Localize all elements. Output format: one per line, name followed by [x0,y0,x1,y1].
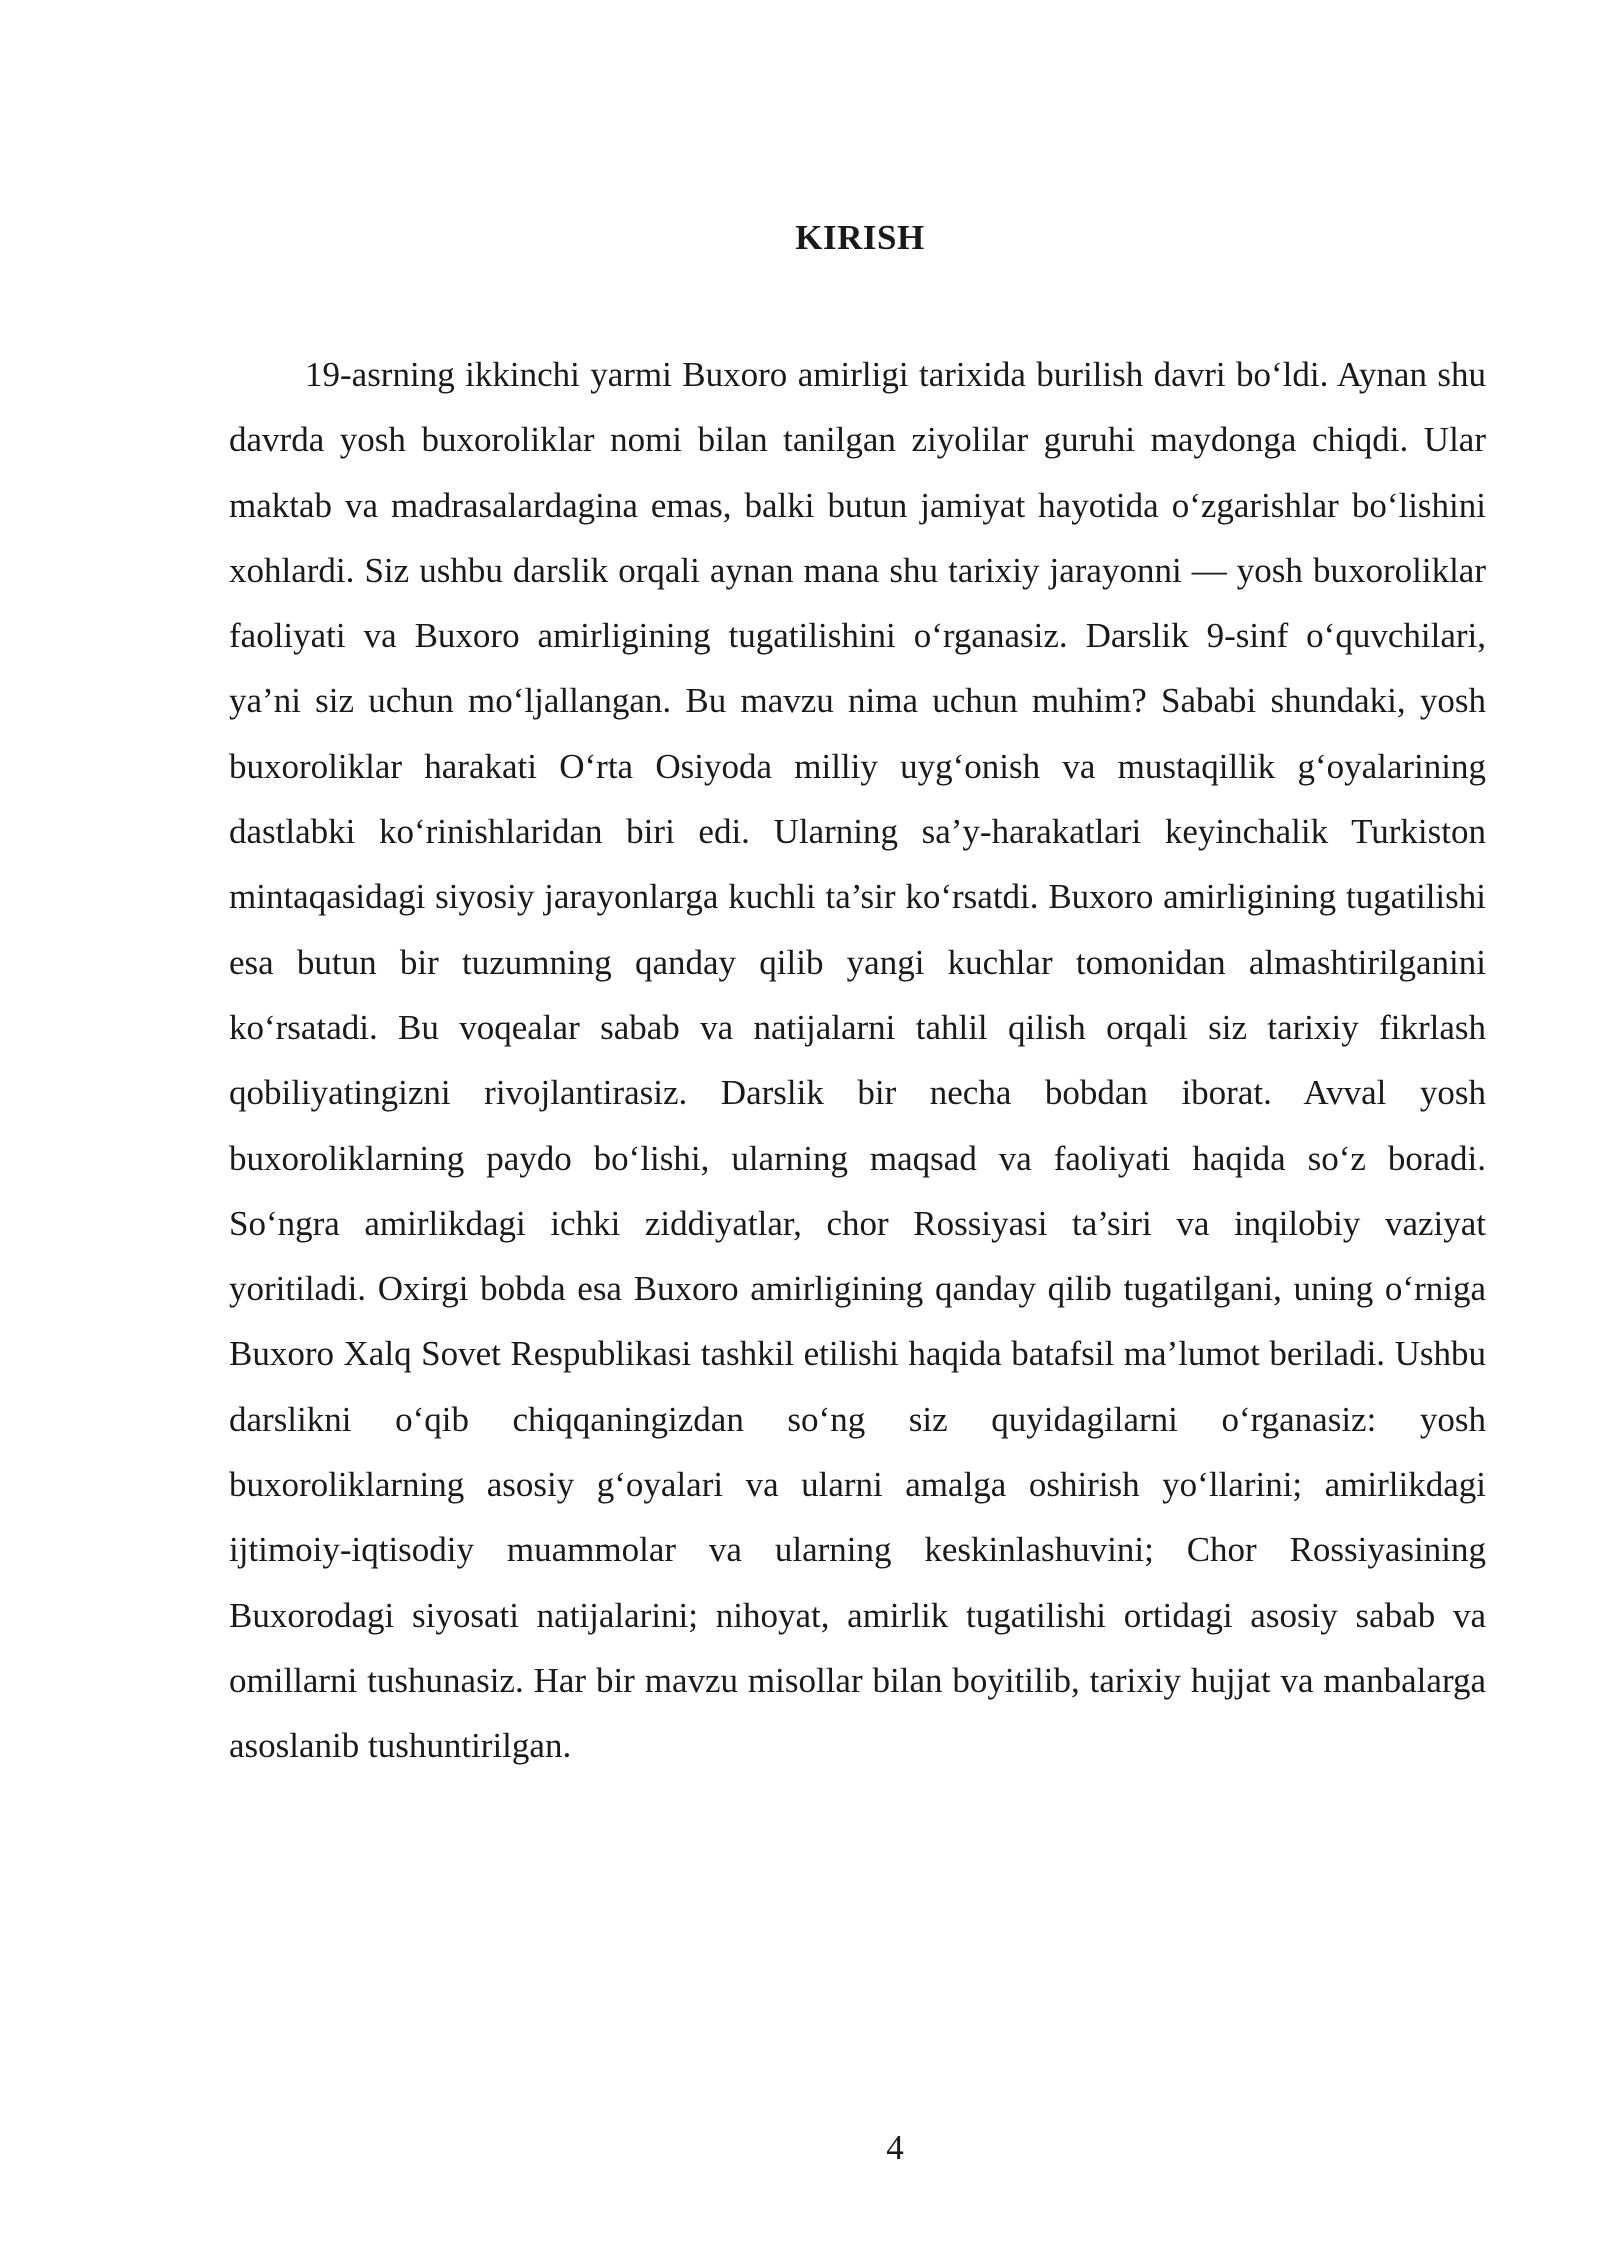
section-heading: KIRISH [795,218,925,257]
body-paragraph: 19-asrning ikkinchi yarmi Buxoro amirligi tarixida burilish davri bo‘ldi. Aynan shu davrda yosh buxoroliklar nomi bilan tanilgan ziyolilar guruhi maydonga chiqdi. Ular maktab va madrasalardagina emas, balki butun jamiyat hayotida o‘zgarishlar bo‘lishini xohlardi. Siz ushbu darslik orqali aynan mana shu tarixiy jarayonni — yosh buxoroliklar faoliyati va Buxoro amirligining tugatilishini o‘rganasiz. Darslik 9-sinf o‘quvchilari, ya’ni siz uchun mo‘ljallangan. Bu mavzu nima uchun muhim? Sababi shundaki, yosh buxoroliklar harakati O‘rta Osiyoda milliy uyg‘onish va mustaqillik g‘oyalarining dastlabki ko‘rinishlaridan biri edi. Ularning sa’y-harakatlari keyinchalik Turkiston mintaqasidagi siyosiy jarayonlarga kuchli ta’sir ko‘rsatdi. Buxoro amirligining tugatilishi esa butun bir tuzumning qanday qilib yangi kuchlar tomonidan almashtirilganini ko‘rsatadi. Bu voqealar sabab va natijalarni tahlil qilish orqali siz tarixiy fikrlash qobiliyatingizni rivojlantirasiz. Darslik bir necha bobdan iborat. Avval yosh buxoroliklarning paydo bo‘lishi, ularning maqsad va faoliyati haqida so‘z boradi. So‘ngra amirlikdagi ichki ziddiyatlar, chor Rossiyasi ta’siri va inqilobiy vaziyat yoritiladi. Oxirgi bobda esa Buxoro amirligining qanday qilib tugatilgani, uning o‘rniga Buxoro Xalq Sovet Respublikasi tashkil etilishi haqida batafsil ma’lumot beriladi. Ushbu darslikni o‘qib chiqqaningizdan so‘ng siz quyidagilarni o‘rganasiz: yosh buxoroliklarning asosiy g‘oyalari va ularni amalga oshirish yo‘llarini; amirlikdagi ijtimoiy-iqtisodiy muammolar va ularning keskinlashuvini; Chor Rossiyasining Buxorodagi siyosati natijalarini; nihoyat, amirlik tugatilishi ortidagi asosiy sabab va omillarni tushunasiz. Har bir mavzu misollar bilan boyitilib, tarixiy hujjat va manbalarga asoslanib tushuntirilgan. [229,355,1486,1766]
page-number: 4 [886,2128,904,2167]
